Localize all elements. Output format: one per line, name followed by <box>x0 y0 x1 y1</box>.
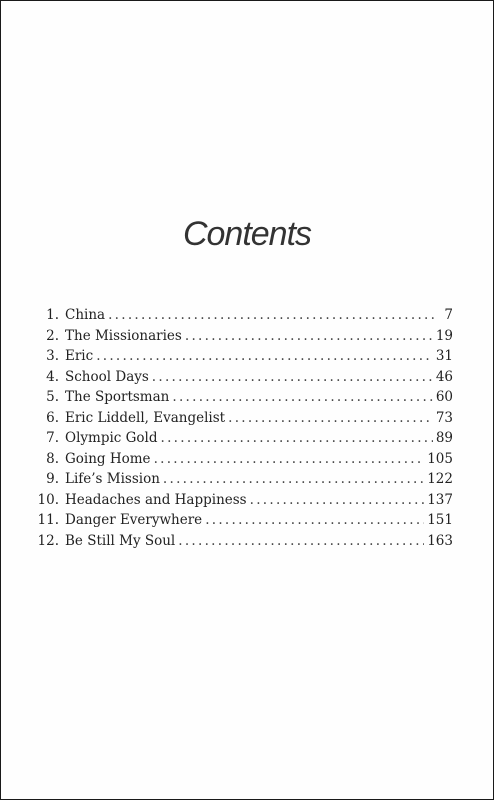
page-title: Contents <box>182 215 312 253</box>
toc-entry <box>28 471 453 492</box>
chapter-number: 4. <box>46 368 59 385</box>
chapter-title: Be Still My Soul <box>65 532 176 549</box>
toc-entry <box>28 328 453 349</box>
chapter-number: 8. <box>46 450 59 467</box>
toc-entry <box>28 430 453 451</box>
page-number: 105 <box>427 450 453 467</box>
dot-leader <box>172 389 432 405</box>
page-number: 46 <box>435 368 453 385</box>
chapter-number: 10. <box>37 491 59 508</box>
chapter-number: 3. <box>46 348 59 364</box>
page-number: 137 <box>427 491 453 508</box>
page-number: 60 <box>435 389 453 405</box>
chapter-title: Going Home <box>65 450 151 467</box>
chapter-title: Olympic Gold <box>65 430 158 446</box>
page-number: 122 <box>427 471 453 487</box>
chapter-title: Eric <box>65 348 94 364</box>
table-of-contents <box>28 307 453 553</box>
page-number: 151 <box>427 512 453 528</box>
chapter-title: China <box>65 307 106 323</box>
chapter-number: 12. <box>37 532 59 549</box>
toc-entry <box>28 410 453 431</box>
dot-leader <box>154 451 425 467</box>
page-number: 89 <box>435 430 453 446</box>
dot-leader <box>161 430 433 446</box>
chapter-number: 5. <box>46 389 59 405</box>
dot-leader <box>205 512 424 528</box>
toc-entry <box>28 512 453 533</box>
page-number: 7 <box>444 307 453 323</box>
dot-leader <box>178 533 424 549</box>
chapter-number: 7. <box>46 430 59 446</box>
chapter-number: 2. <box>46 327 59 344</box>
toc-entry <box>28 533 453 554</box>
chapter-number: 6. <box>46 409 59 426</box>
chapter-number: 1. <box>46 307 59 323</box>
chapter-title: The Missionaries <box>65 327 182 344</box>
page-number: 31 <box>435 348 453 364</box>
dot-leader <box>228 410 433 426</box>
chapter-title: Danger Everywhere <box>65 512 203 528</box>
chapter-title: The Sportsman <box>65 389 170 405</box>
chapter-title: Life’s Mission <box>65 471 160 487</box>
dot-leader <box>152 369 433 385</box>
chapter-number: 11. <box>37 512 59 528</box>
dot-leader <box>250 492 425 508</box>
toc-entry <box>28 369 453 390</box>
chapter-title: Eric Liddell, Evangelist <box>65 409 226 426</box>
toc-entry <box>28 389 453 410</box>
toc-entry <box>28 348 453 369</box>
dot-leader <box>163 471 424 487</box>
page-number: 73 <box>435 409 453 426</box>
toc-entry <box>28 451 453 472</box>
page-number: 163 <box>427 532 453 549</box>
toc-entry <box>28 492 453 513</box>
chapter-title: School Days <box>65 368 149 385</box>
dot-leader <box>108 307 434 323</box>
chapter-title: Headaches and Happiness <box>65 491 247 508</box>
dot-leader <box>185 328 433 344</box>
page-number: 19 <box>435 327 453 344</box>
chapter-number: 9. <box>46 471 59 487</box>
dot-leader <box>96 348 433 364</box>
toc-entry <box>28 307 453 328</box>
